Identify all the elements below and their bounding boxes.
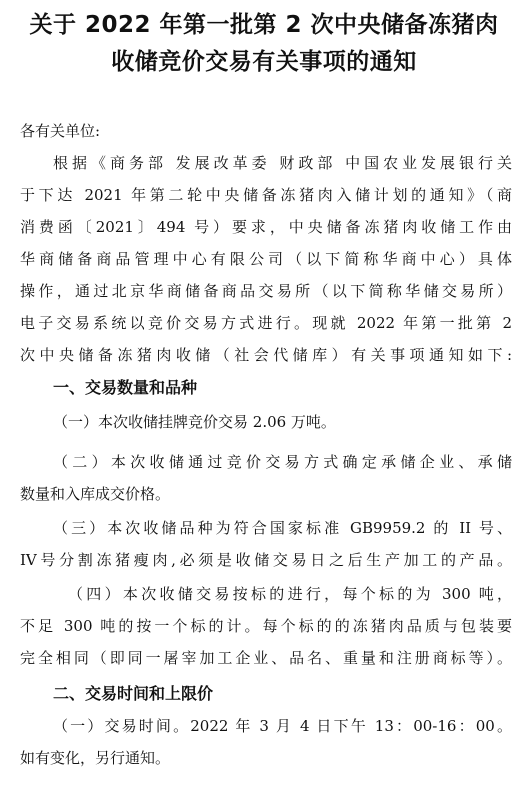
section-2-item-1-line: （一）交易时间。2022 年 3 月 4 日下午 13：00-16：00。 <box>53 717 512 735</box>
intro-line: 根据《商务部 发展改革委 财政部 中国农业发展银行关 <box>53 154 512 172</box>
section-1-item-1: （一）本次收储挂牌竞价交易 2.06 万吨。 <box>53 413 336 431</box>
intro-line: 消费函〔2021〕494 号）要求，中央储备冻猪肉收储工作由 <box>20 218 512 236</box>
section-1-heading: 一、交易数量和品种 <box>53 378 198 397</box>
intro-line: 操作，通过北京华商储备商品交易所（以下简称华储交易所） <box>20 282 512 300</box>
intro-line: 于下达 2021 年第二轮中央储备冻猪肉入储计划的通知》（商 <box>20 186 512 204</box>
salutation: 各有关单位: <box>20 122 101 140</box>
intro-line: 华商储备商品管理中心有限公司（以下简称华商中心）具体 <box>20 250 512 268</box>
section-1-item-4-line: 完全相同（即同一屠宰加工企业、品名、重量和注册商标等）。 <box>20 649 512 667</box>
section-1-item-3-line: IV号分割冻猪瘦肉,必须是收储交易日之后生产加工的产品。 <box>20 551 512 569</box>
section-2-heading: 二、交易时间和上限价 <box>53 684 214 703</box>
section-1-item-2-line: 数量和入库成交价格。 <box>20 485 171 503</box>
document-title-line-2: 收储竞价交易有关事项的通知 <box>111 49 417 75</box>
intro-line: 次中央储备冻猪肉收储（社会代储库）有关事项通知如下: <box>20 346 512 364</box>
section-1-item-2-line: （二）本次收储通过竞价交易方式确定承储企业、承储 <box>53 453 512 471</box>
document-title-line-1: 关于 2022 年第一批第 2 次中央储备冻猪肉 <box>29 12 499 38</box>
section-1-item-3-line: （三）本次收储品种为符合国家标准 GB9959.2 的 II 号、 <box>53 519 512 537</box>
section-1-item-4-line: 不足 300 吨的按一个标的计。每个标的的冻猪肉品质与包装要 <box>20 617 512 635</box>
intro-line: 电子交易系统以竞价交易方式进行。现就 2022 年第一批第 2 <box>20 314 512 332</box>
section-2-item-1-line: 如有变化，另行通知。 <box>20 749 171 767</box>
section-1-item-4-line: （四）本次收储交易按标的进行，每个标的为 300 吨， <box>68 585 512 603</box>
